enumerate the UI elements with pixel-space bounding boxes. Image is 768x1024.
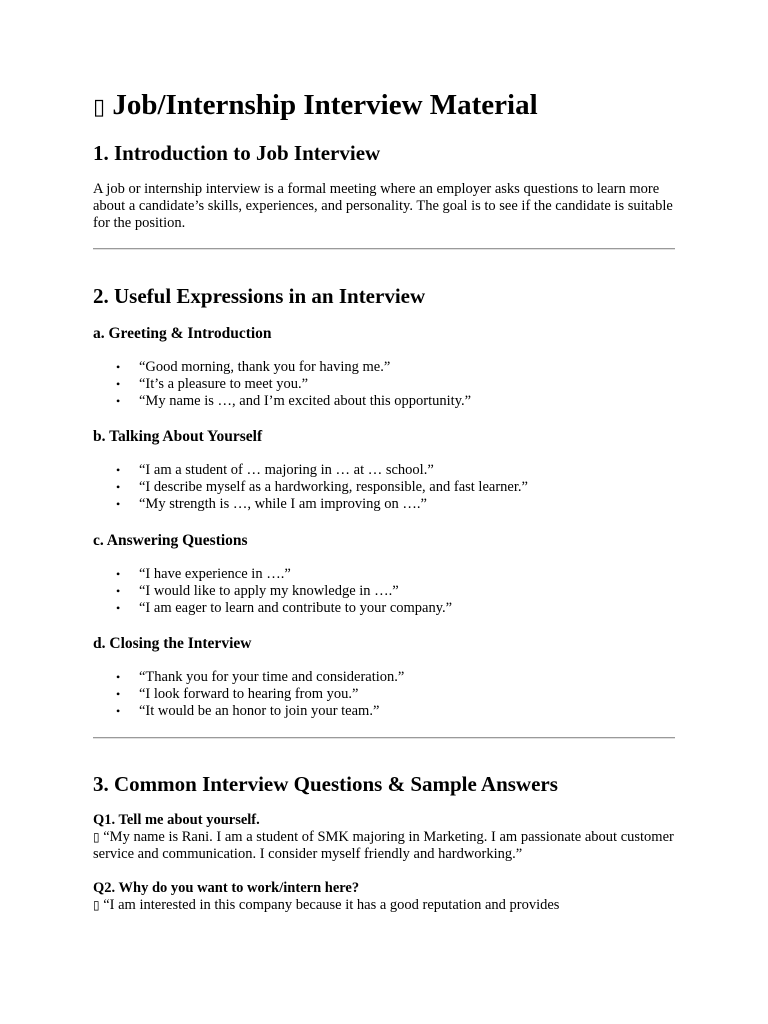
divider <box>93 248 675 250</box>
subsection-greeting-title: a. Greeting & Introduction <box>93 325 272 342</box>
list-item: • “My name is …, and I’m excited about this opportunity.” <box>116 393 472 409</box>
list-item: • “Thank you for your time and consideration.” <box>116 669 405 685</box>
list-item: • “Good morning, thank you for having me.” <box>116 359 391 375</box>
greeting-list <box>93 359 471 410</box>
list-item: • “I would like to apply my knowledge in ….” <box>116 583 399 599</box>
list-item: • “I am a student of … majoring in … at … school.” <box>116 462 434 478</box>
answering-list <box>93 566 452 617</box>
document-icon: ▯ <box>93 95 106 120</box>
question-1 <box>93 812 675 863</box>
divider <box>93 737 675 739</box>
question-text: Q1. Tell me about yourself. <box>93 812 260 828</box>
list-item: • “My strength is …, while I am improving on ….” <box>116 496 427 512</box>
list-item: • “I look forward to hearing from you.” <box>116 686 359 702</box>
subsection-answering-title: c. Answering Questions <box>93 532 248 549</box>
about-yourself-list <box>93 462 528 513</box>
section-2-heading: 2. Useful Expressions in an Interview <box>93 284 426 308</box>
question-text: Q2. Why do you want to work/intern here? <box>93 880 360 896</box>
subsection-about-yourself-title: b. Talking About Yourself <box>93 428 263 445</box>
page-title-text: Job/Internship Interview Material <box>112 89 538 121</box>
question-2 <box>93 880 675 914</box>
list-item: • “It would be an honor to join your team.” <box>116 703 380 719</box>
check-icon: ▯ <box>93 898 100 912</box>
section-1-heading: 1. Introduction to Job Interview <box>93 141 381 165</box>
list-item: • “I describe myself as a hardworking, responsible, and fast learner.” <box>116 479 528 495</box>
closing-list <box>93 669 404 720</box>
page-title <box>93 86 538 127</box>
section-1-body: A job or internship interview is a formal meeting where an employer asks questions to learn more about a candidate’s skills, experiences, and personality. The goal is to see if the candidate is suitable for the position. <box>93 181 673 231</box>
check-icon: ▯ <box>93 830 100 844</box>
list-item: • “It’s a pleasure to meet you.” <box>116 376 309 392</box>
list-item: • “I have experience in ….” <box>116 566 291 582</box>
answer-text: ▯ “My name is Rani. I am a student of SMK majoring in Marketing. I am passionate about customer service and communication. I consider myself friendly and hardworking.” <box>93 829 674 862</box>
section-3-heading: 3. Common Interview Questions & Sample Answers <box>93 772 558 796</box>
list-item: • “I am eager to learn and contribute to your company.” <box>116 600 453 616</box>
subsection-closing-title: d. Closing the Interview <box>93 635 252 652</box>
answer-text: ▯ “I am interested in this company because it has a good reputation and provides <box>93 897 560 913</box>
